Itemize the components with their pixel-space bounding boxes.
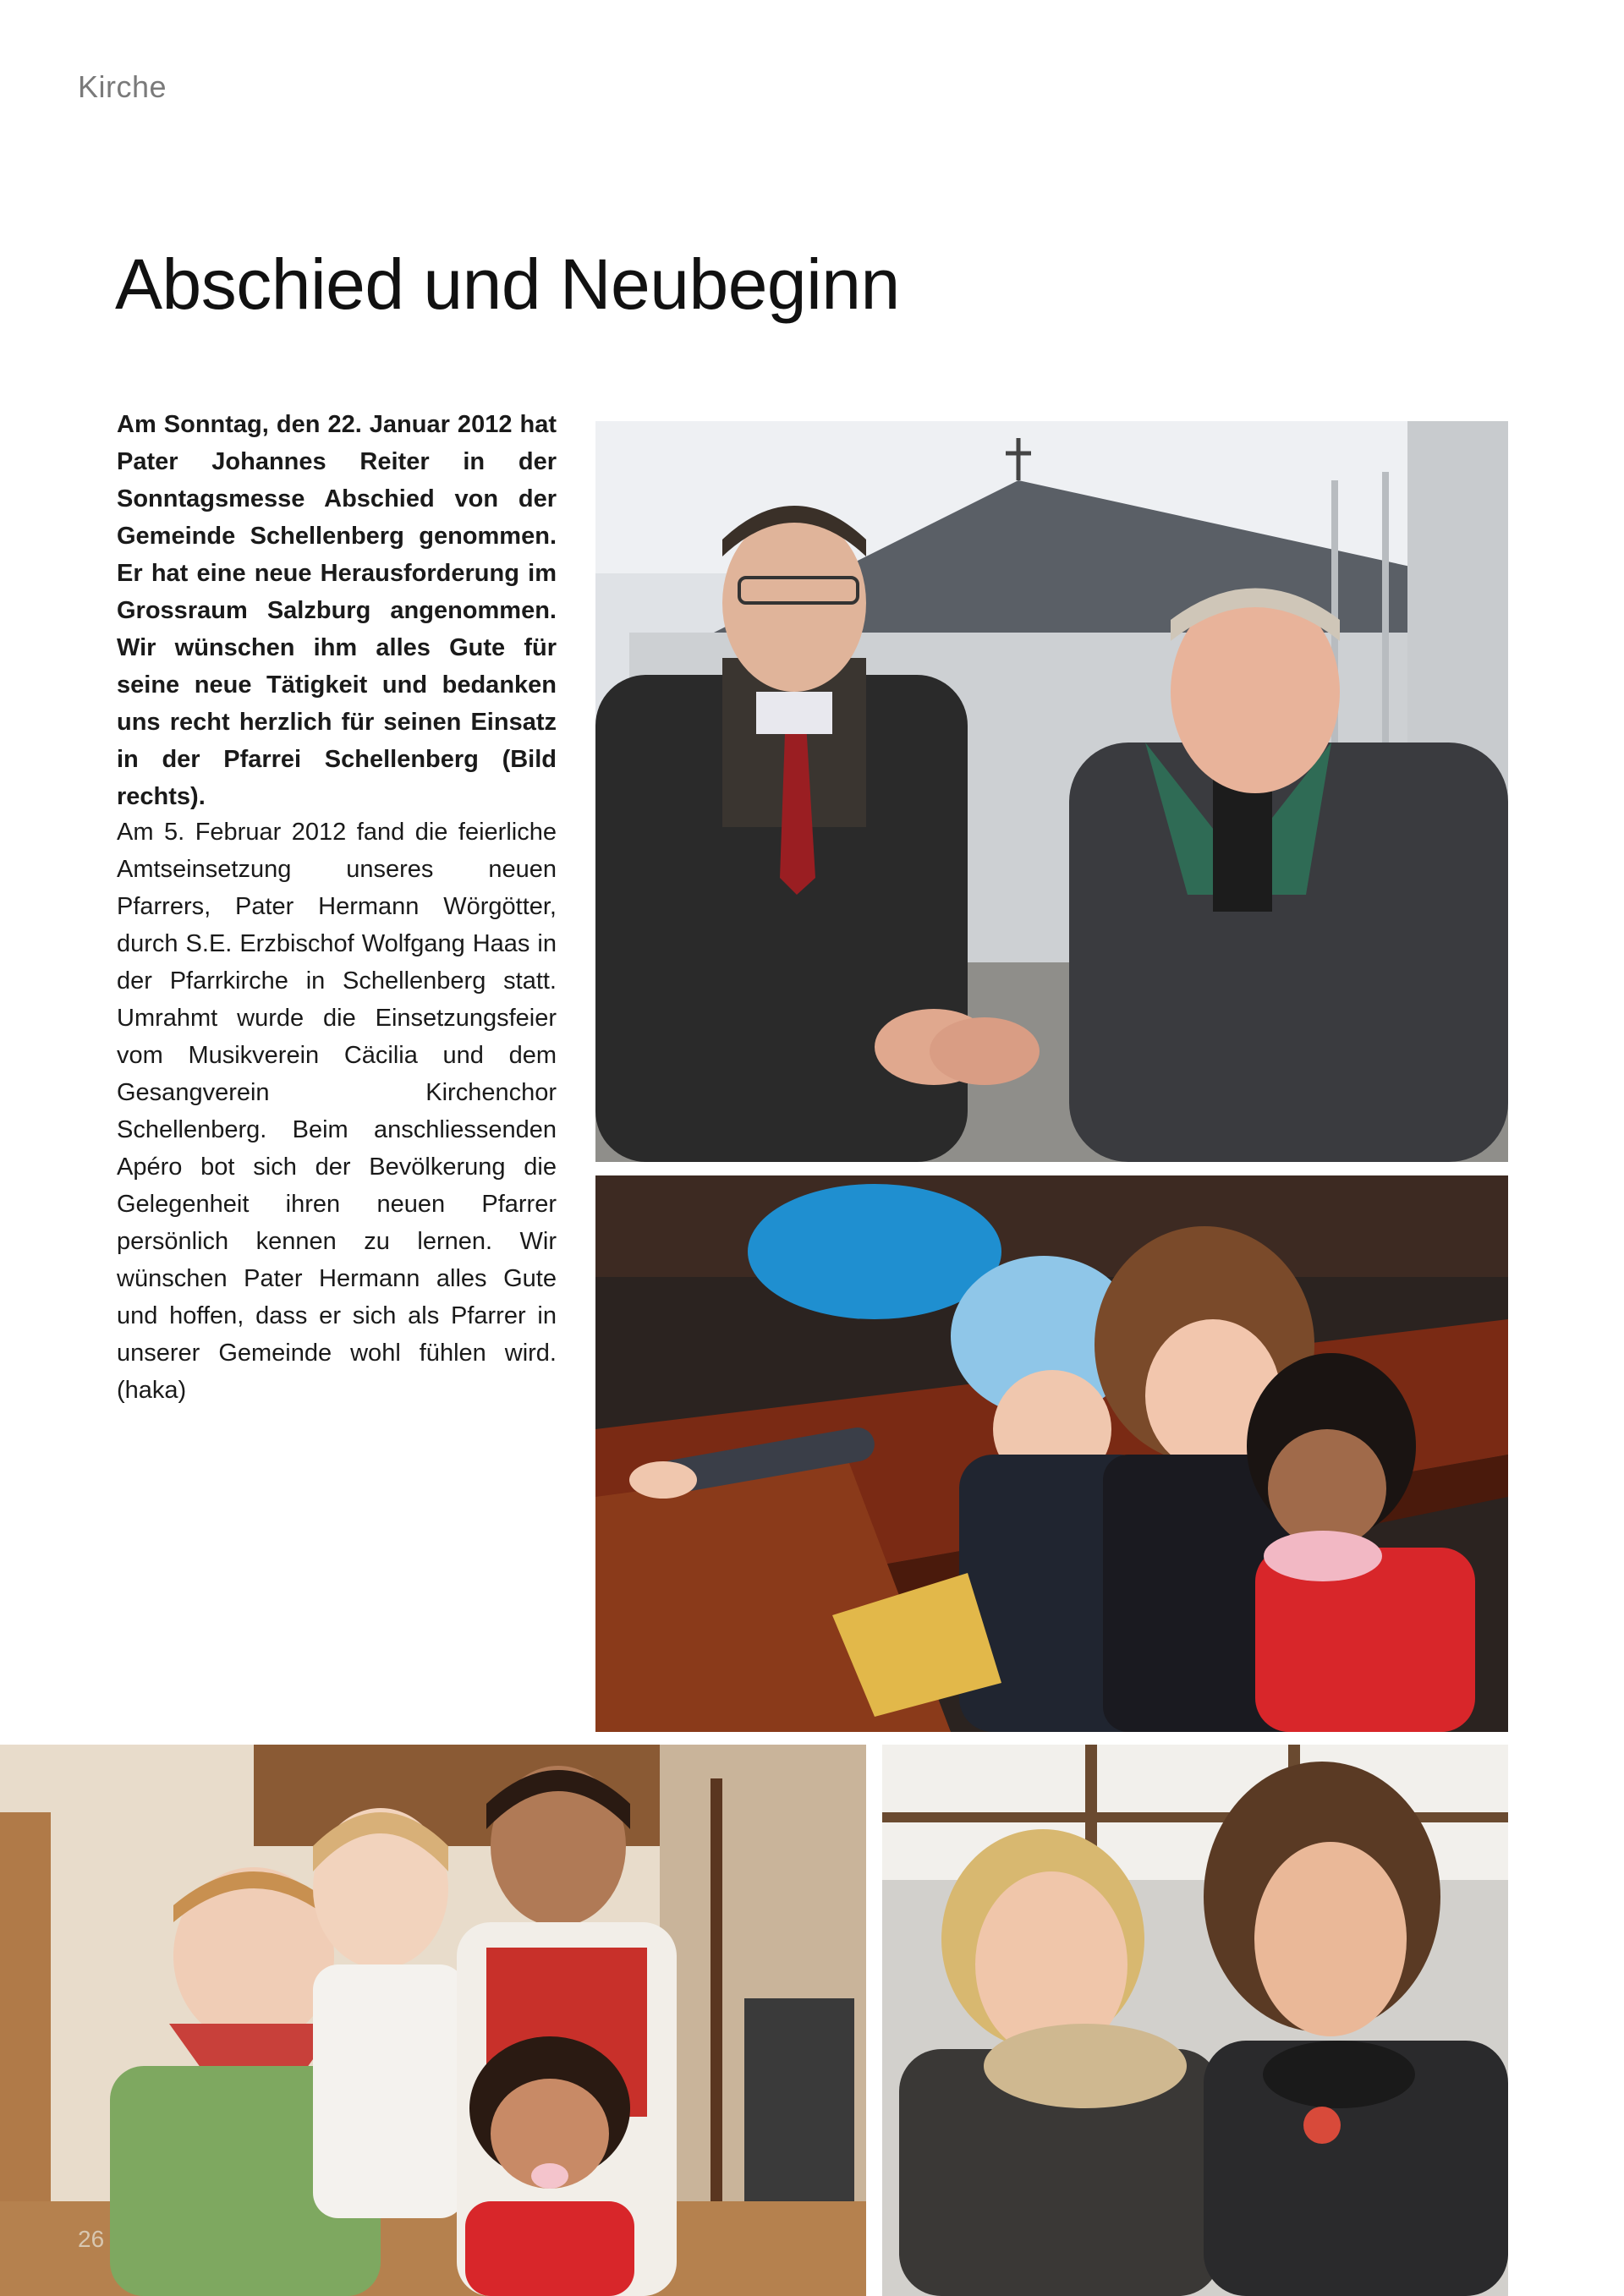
article-body: Am 5. Februar 2012 fand die feierliche Amtseinsetzung unseres neuen Pfarrers, Pater Hermann Wörgötter, durch S.E. Erzbischof Wolfgang Haas in der Pfarrkirche in Schellenberg statt. Umrahmt wurde die Einsetzungsfeier vom Musikverein Cäcilia und dem Gesangverein Kirchenchor Schellenberg. Beim anschliessenden Apéro bot sich der Bevölkerung die Gelegenheit ihren neuen Pfarrer persönlich kennen zu lernen. Wir wünschen Pater Hermann alles Gute und hoffen, dass er sich als Pfarrer in unserer Gemeinde wohl fühlen wird. (haka) <box>117 819 557 1404</box>
photo-handshake-image <box>595 421 1508 1162</box>
photo-children-pew-image <box>595 1175 1508 1732</box>
photo-children-group-image <box>0 1745 866 2296</box>
article-title: Abschied und Neubeginn <box>115 244 900 324</box>
photo-two-women <box>882 1745 1508 2296</box>
section-label: Kirche <box>78 69 167 104</box>
photo-children-pew <box>595 1175 1508 1732</box>
photo-two-women-image <box>882 1745 1508 2296</box>
photo-handshake <box>595 421 1508 1162</box>
photo-children-group <box>0 1745 866 2296</box>
article-intro: Am Sonntag, den 22. Januar 2012 hat Pater Johannes Reiter in der Sonntagsmesse Abschied von der Gemeinde Schellenberg genommen. Er hat eine neue Herausforderung im Grossraum Salzburg angenommen. Wir wünschen ihm alles Gute für seine neue Tätigkeit und bedanken uns recht herzlich für seinen Einsatz in der Pfarrei Schellenberg (Bild rechts). <box>117 411 557 810</box>
page-number: 26 <box>78 2226 105 2252</box>
